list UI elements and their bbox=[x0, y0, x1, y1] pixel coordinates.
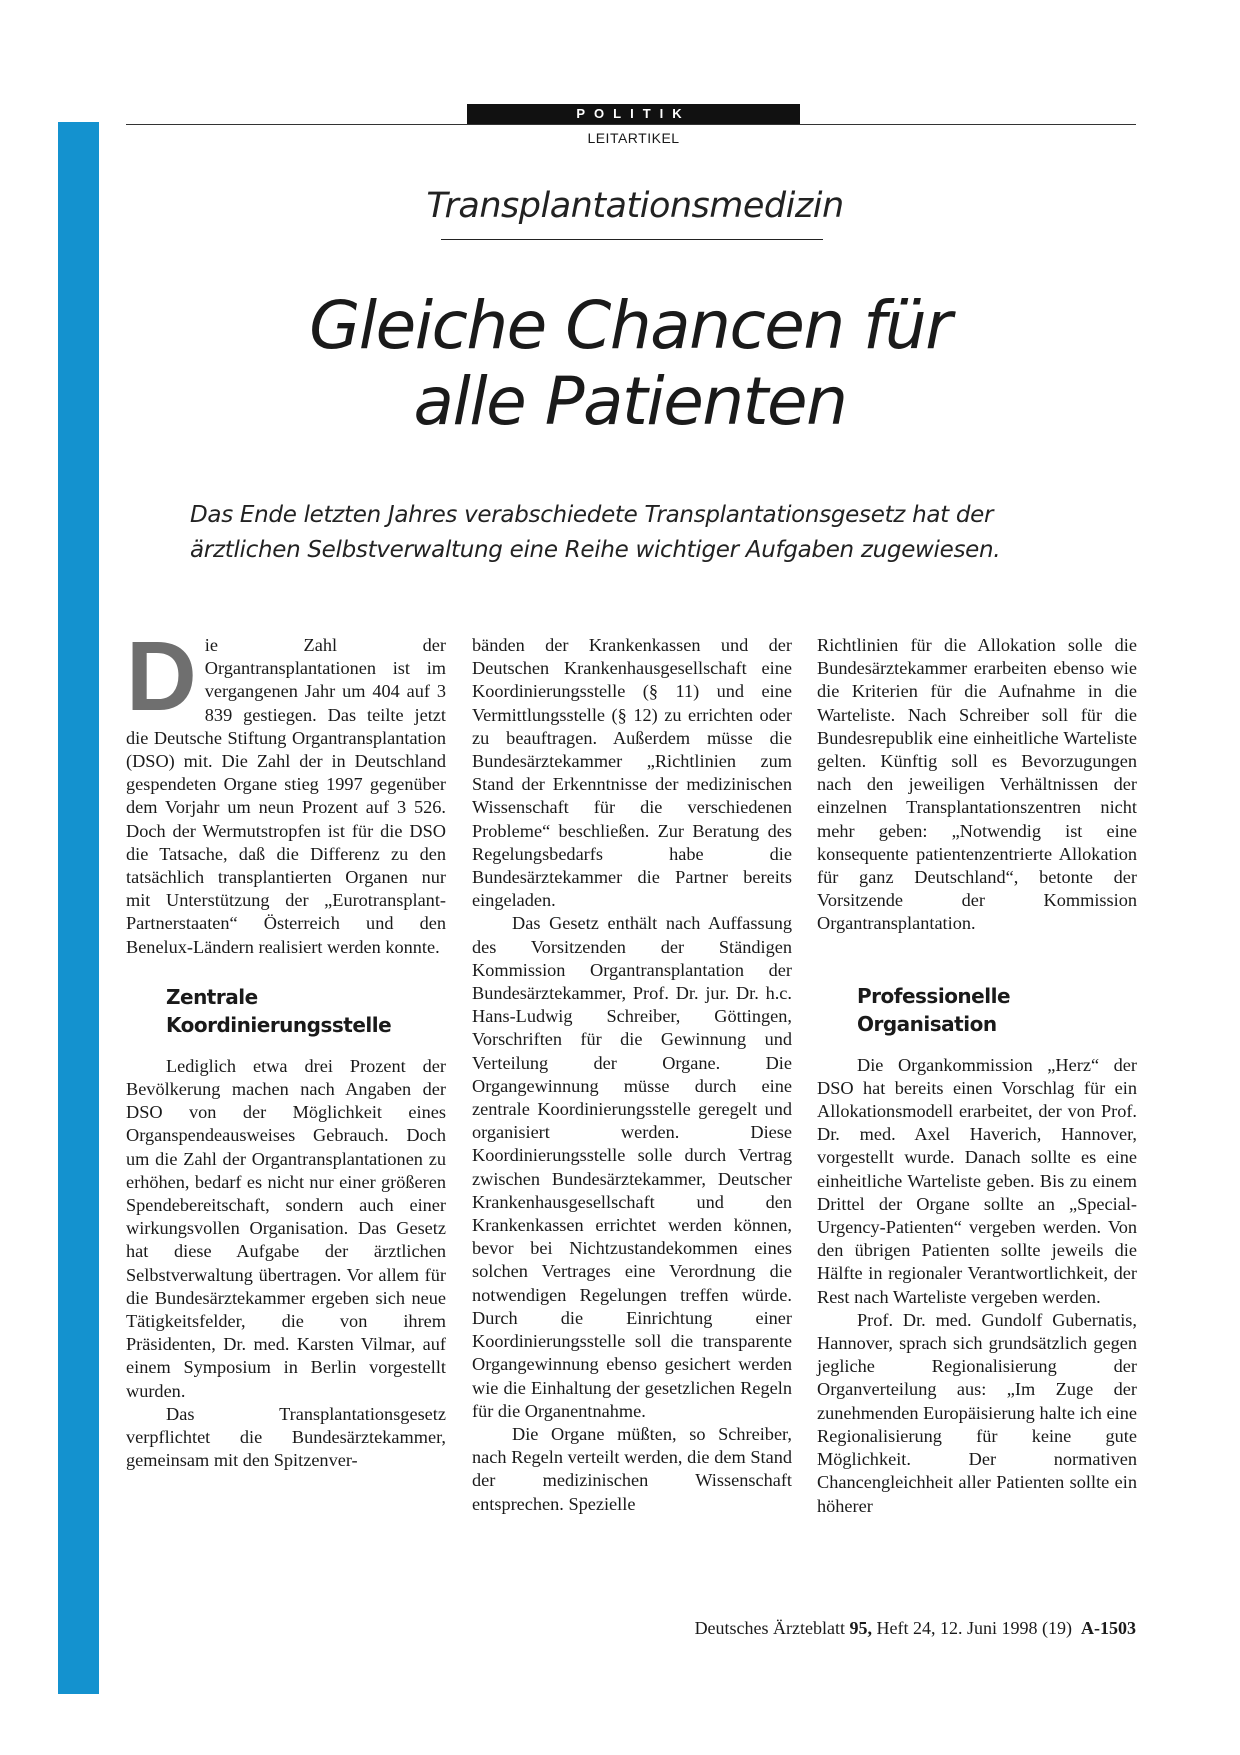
blue-sidebar-stripe bbox=[58, 122, 99, 1694]
header-rule bbox=[126, 124, 1136, 125]
page-number: A-1503 bbox=[1081, 1618, 1136, 1638]
journal-volume: 95, bbox=[849, 1618, 873, 1638]
article-lead: Das Ende letzten Jahres verabschiedete Transplantationsgesetz hat der ärztlichen Selbstverwaltung eine Reihe wichtiger Aufgaben zugewiesen. bbox=[190, 502, 1001, 563]
headline-line-2: alle Patienten bbox=[413, 363, 847, 440]
paragraph: bänden der Krankenkassen und der Deutschen Krankenhausgesellschaft eine Koordinierungsstelle (§ 11) und eine Vermittlungsstelle (§ 12) zu errichten oder zu beauftragen. Außerdem müsse die Bundesärztekammer „Richtlinien zum Stand der Erkenntnisse der medizinischen Wissenschaft für die verschiedenen Probleme“ beschließen. Zur Beratung des Regelungsbedarfs habe die Bundesärztekammer die Partner bereits eingeladen. bbox=[472, 635, 792, 911]
subheading-professionelle-organisation bbox=[857, 982, 1137, 1038]
paragraph: Das Transplantationsgesetz verpflichtet die Bundesärztekammer, gemeinsam mit den Spitzenver- bbox=[126, 1403, 446, 1471]
headline-line-1: Gleiche Chancen für bbox=[309, 287, 951, 364]
subheading-zentrale-koordinierungsstelle bbox=[166, 983, 446, 1039]
paragraph: Das Gesetz enthält nach Auffassung des Vorsitzenden der Ständigen Kommission Organtransplantation der Bundesärztekammer, Prof. Dr. jur. Dr. h.c. Hans-Ludwig Schreiber, Göttingen, Vorschriften für die Gewinnung und Verteilung der Organe. Die Organgewinnung müsse durch eine zentrale Koordinierungsstelle geregelt und organisiert werden. Diese Koordinierungsstelle solle durch Vertrag zwischen Bundesärztekammer, Deutscher Krankenhausgesellschaft und den Krankenkassen errichtet werden können, bevor bei Nichtzustandekommen eines solchen Vertrages eine Verordnung die notwendigen Regelungen treffen würde. Durch die Einrichtung einer Koordinierungsstelle soll die transparente Organgewinnung ebenso gesichert werden wie die Einhaltung der gesetzlichen Regeln für die Organentnahme. bbox=[472, 913, 792, 1421]
paragraph: Prof. Dr. med. Gundolf Gubernatis, Hannover, sprach sich grundsätzlich gegen jegliche Regionalisierung der Organverteilung aus: „Im Zuge der zunehmenden Europäisierung halte ich eine Regionalisierung für keine gute Möglichkeit. Der normativen Chancengleichheit aller Patienten sollte ein höherer bbox=[817, 1309, 1137, 1516]
article-column-1 bbox=[126, 621, 446, 1473]
dropcap: D bbox=[126, 621, 197, 731]
topic-underline bbox=[441, 239, 823, 240]
page-footer bbox=[600, 1618, 1136, 1639]
article-topic: Transplantationsmedizin bbox=[426, 186, 844, 226]
section-subrubric: LEITARTIKEL bbox=[587, 130, 680, 146]
journal-name: Deutsches Ärzteblatt bbox=[694, 1618, 846, 1638]
paragraph bbox=[126, 621, 446, 959]
subheading-line: Organisation bbox=[857, 1011, 997, 1036]
paragraph: Die Organe müßten, so Schreiber, nach Regeln verteilt werden, die dem Stand der medizinischen Wissenschaft entsprechen. Spezielle bbox=[472, 1423, 792, 1514]
article-headline bbox=[200, 288, 1060, 440]
paragraph: Die Organkommission „Herz“ der DSO hat bereits einen Vorschlag für ein Allokationsmodell erarbeitet, der von Prof. Dr. med. Axel Haverich, Hannover, vorgestellt wurde. Danach sollte es eine einheitliche Warteliste geben. Bis zu einem Drittel der Organe sollte an „Special-Urgency-Patienten“ vergeben werden. Von den übrigen Patienten sollte jeweils die Hälfte in regionaler Verantwortlichkeit, der Rest nach Warteliste vergeben werden. bbox=[817, 1054, 1137, 1307]
article-column-3 bbox=[817, 634, 1137, 1518]
article-column-2 bbox=[472, 634, 792, 1516]
subheading-line: Koordinierungsstelle bbox=[166, 1012, 392, 1037]
subheading-line: Zentrale bbox=[166, 984, 258, 1009]
section-rubric: POLITIK bbox=[467, 104, 800, 124]
subheading-line: Professionelle bbox=[857, 983, 1011, 1008]
paragraph: Lediglich etwa drei Prozent der Bevölkerung machen nach Angaben der DSO von der Möglichkeit eines Organspendeausweises Gebrauch. Doch um die Zahl der Organtransplantationen zu erhöhen, bedarf es nicht nur einer größeren Spendebereitschaft, sondern auch einer wirkungsvollen Organisation. Das Gesetz hat diese Aufgabe der ärztlichen Selbstverwaltung übertragen. Vor allem für die Bundesärztekammer ergeben sich neue Tätigkeitsfelder, die von ihrem Präsidenten, Dr. med. Karsten Vilmar, auf einem Symposium in Berlin vorgestellt wurden. bbox=[126, 1055, 446, 1401]
journal-issue: Heft 24, 12. Juni 1998 (19) bbox=[876, 1618, 1072, 1638]
paragraph: Richtlinien für die Allokation solle die Bundesärztekammer erarbeiten ebenso wie die Kriterien für die Aufnahme in die Warteliste. Nach Schreiber soll für die Bundesrepublik eine einheitliche Warteliste gelten. Künftig soll es Bevorzugungen nach den jeweiligen Verhältnissen der einzelnen Transplantationszentren nicht mehr geben: „Notwendig ist eine konsequente patientenzentrierte Allokation für ganz Deutschland“, betonte der Vorsitzende der Kommission Organtransplantation. bbox=[817, 635, 1137, 934]
paragraph-text: ie Zahl der Organtransplantationen ist im vergangenen Jahr um 404 auf 3 839 gestiegen. Das teilte jetzt die Deutsche Stiftung Organtransplantation (DSO) mit. Die Zahl der in Deutschland gespendeten Organe stieg 1997 gegenüber dem Vorjahr um neun Prozent auf 3 526. Doch der Wermutstropfen ist für die DSO die Tatsache, daß die Differenz zu den tatsächlich transplantierten Organen nur mit Unterstützung der „Eurotransplant-Partnerstaaten“ Österreich und den Benelux-Ländern realisiert werden konnte. bbox=[126, 635, 446, 957]
